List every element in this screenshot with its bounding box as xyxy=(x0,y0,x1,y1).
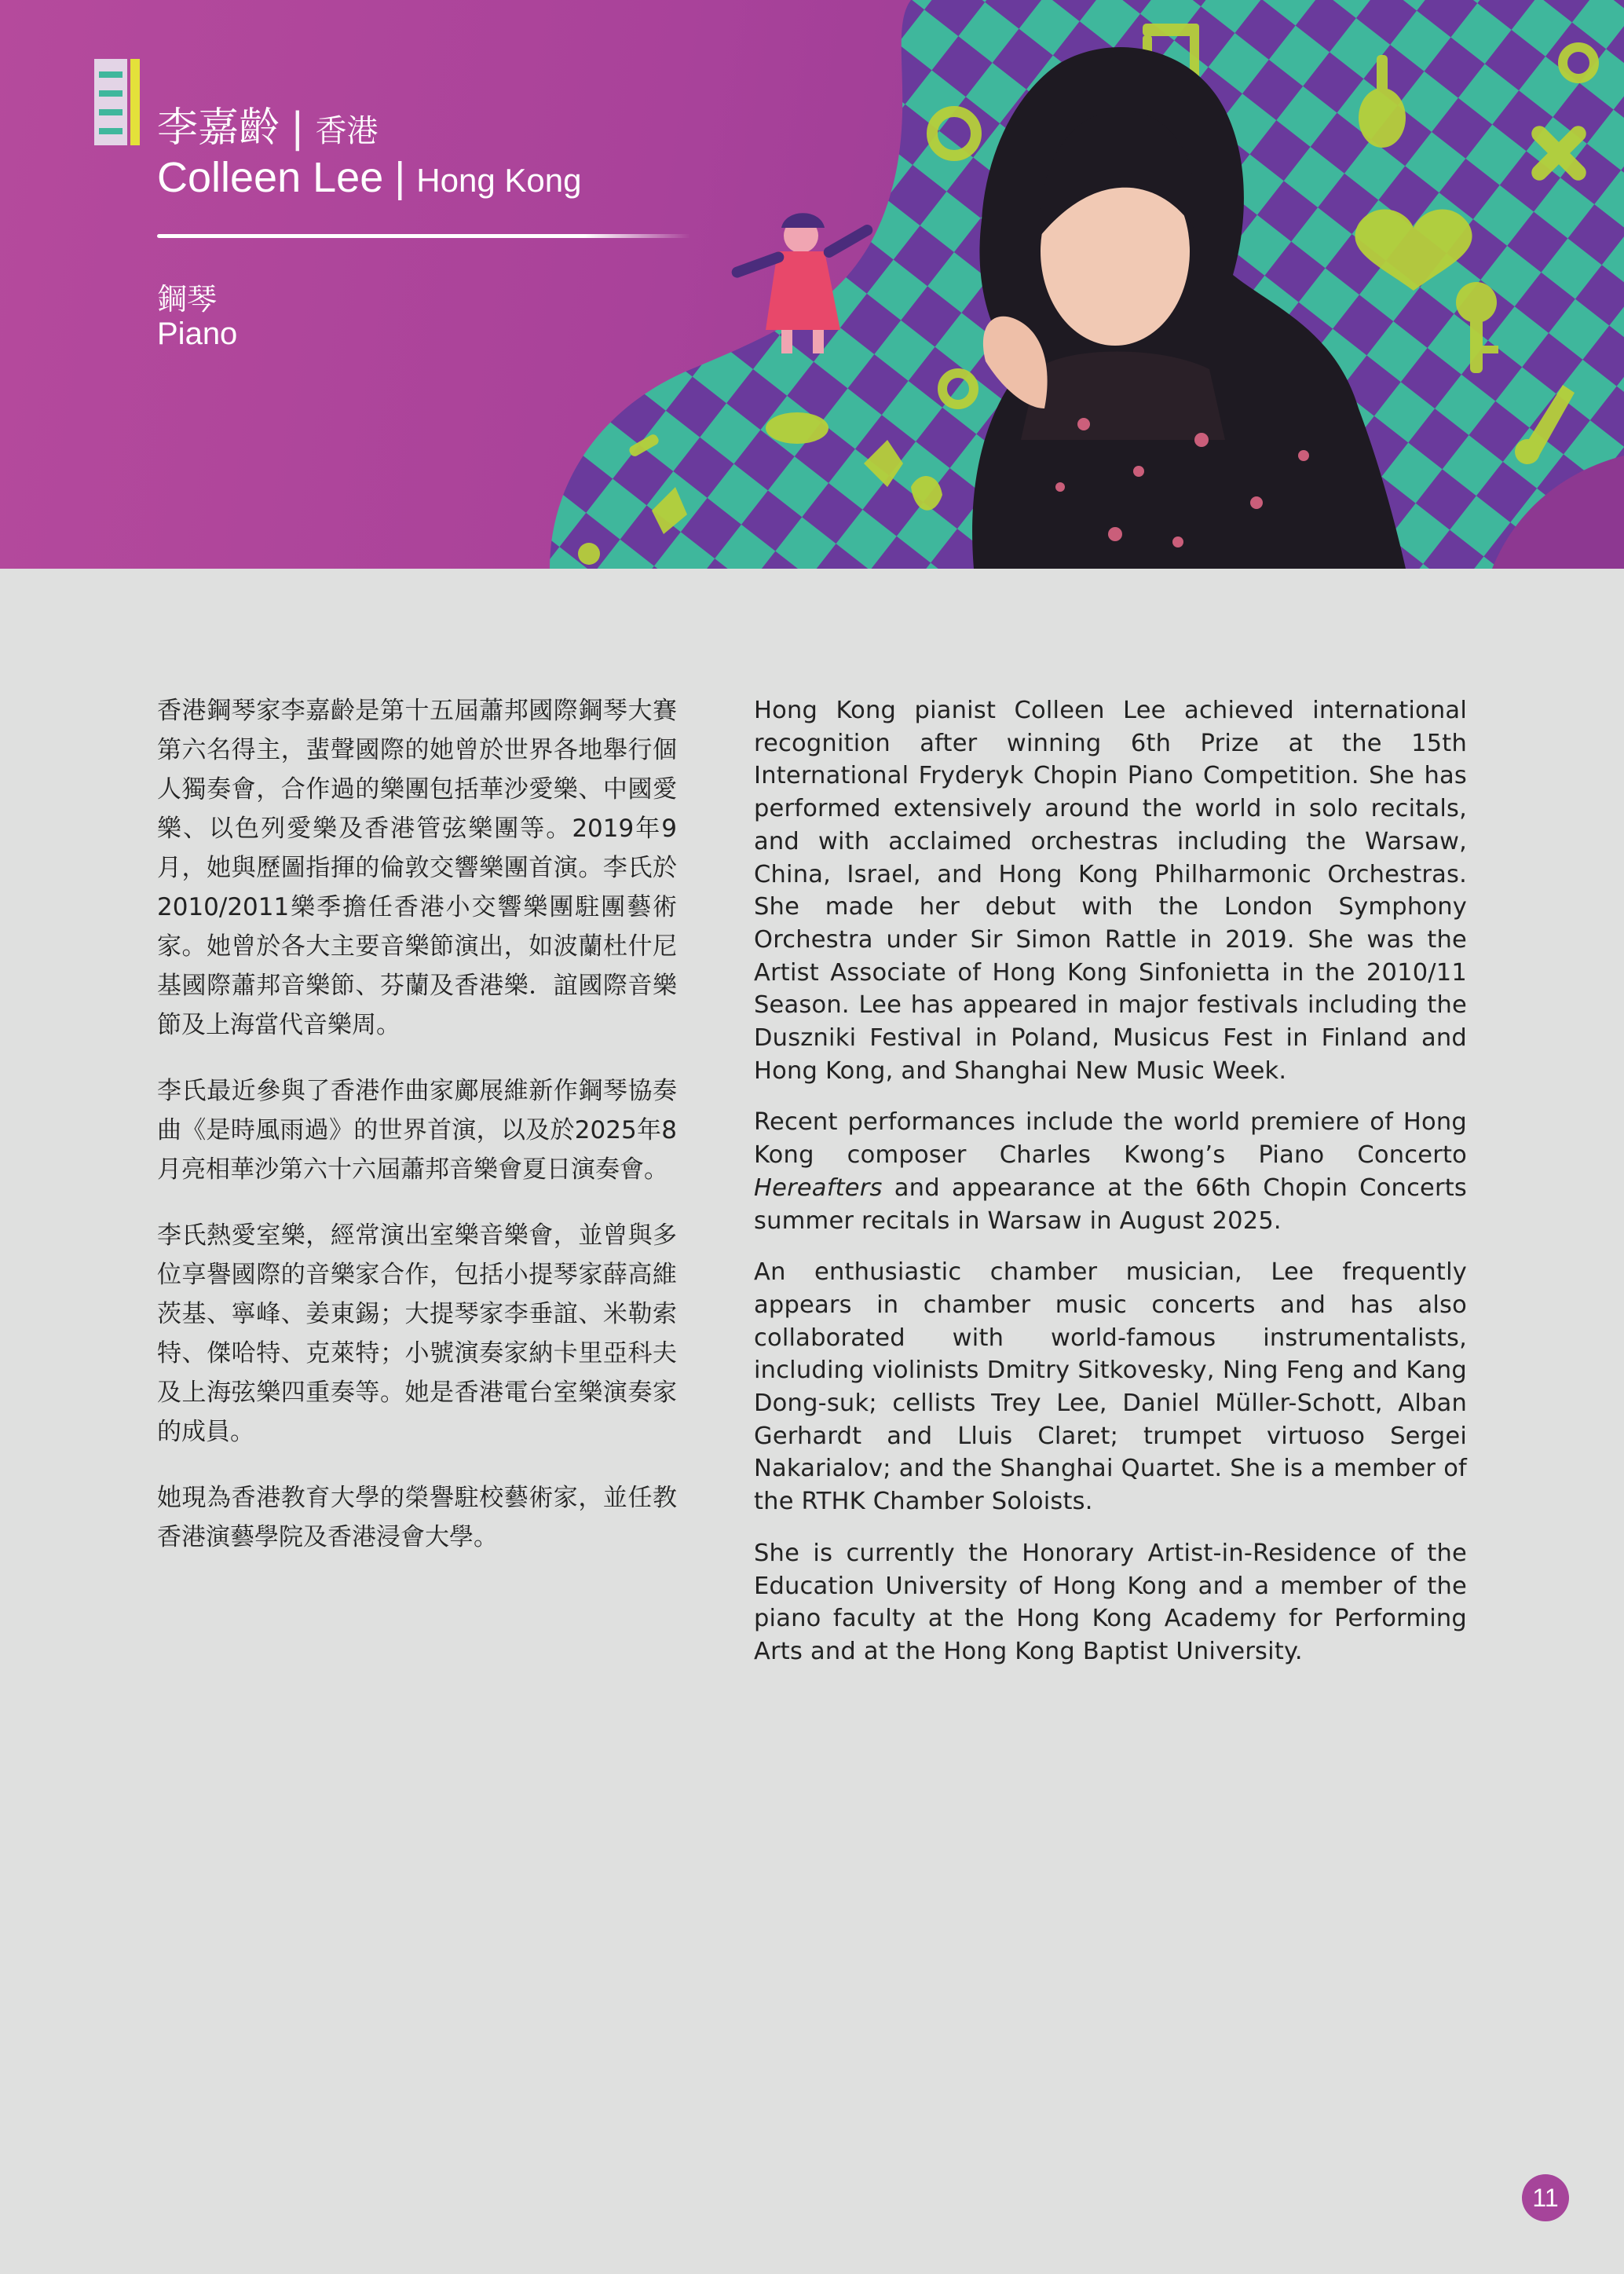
name-zh: 李嘉齡 xyxy=(157,104,280,152)
title-separator: | xyxy=(291,104,305,152)
name-en: Colleen Lee xyxy=(157,154,384,201)
logo-mark xyxy=(94,59,141,145)
page-number: 11 xyxy=(1522,2174,1569,2221)
region-en: Hong Kong xyxy=(416,162,582,199)
artist-name-en xyxy=(157,153,581,202)
title-separator: | xyxy=(394,154,406,201)
bio-en-paragraph: She is currently the Honorary Artist-in-Residence of the Education University of Hong Kong and a member of the piano faculty at the Hong Kong Academy for Performing Arts and at the Hong Kong Baptist University. xyxy=(754,1539,1467,1665)
bio-zh-paragraph: 她現為香港教育大學的榮譽駐校藝術家，並任教香港演藝學院及香港浸會大學。 xyxy=(157,1484,677,1551)
bio-en-text: and appearance at the 66th Chopin Concerts summer recitals in Warsaw in August 2025. xyxy=(754,1174,1467,1235)
title-rule xyxy=(157,234,691,238)
biography-english xyxy=(754,694,1467,1687)
instrument-en: Piano xyxy=(157,317,238,351)
header-banner xyxy=(0,0,1624,569)
region-zh: 香港 xyxy=(315,113,379,149)
bio-en-text: Recent performances include the world premiere of Hong Kong composer Charles Kwong’s Piano Concerto xyxy=(754,1108,1467,1170)
bio-en-paragraph: An enthusiastic chamber musician, Lee frequently appears in chamber music concerts and has also collaborated with world-famous instrumentalists, including violinists Dmitry Sitkovesky, Ning Feng and Kang Dong-suk; cellists Trey Lee, Daniel Müller-Schott, Alban Gerhardt and Lluis Claret; trumpet virtuoso Sergei Nakarialov; and the Shanghai Quartet. She is a member of the RTHK Chamber Soloists. xyxy=(754,1258,1467,1516)
bio-zh-paragraph: 李氏最近參與了香港作曲家鄺展維新作鋼琴協奏曲《是時風雨過》的世界首演，以及於2025年8月亮相華沙第六十六屆蕭邦音樂會夏日演奏會。 xyxy=(157,1077,677,1184)
checkerboard-wave-decoration xyxy=(0,0,1624,569)
biography-chinese xyxy=(157,691,677,1584)
bio-en-paragraph xyxy=(754,1106,1467,1237)
artist-name-zh xyxy=(157,94,379,153)
instrument-zh: 鋼琴 xyxy=(157,282,218,317)
bio-en-paragraph: Hong Kong pianist Colleen Lee achieved international recognition after winning 6th Prize at the 15th International Fryderyk Chopin Piano Competition. She has performed extensively around the world in solo recitals, and with acclaimed orchestras including the Warsaw, China, Israel, and Hong Kong Philharmonic Orchestras. She made her debut with the London Symphony Orchestra under Sir Simon Rattle in 2019. She was the Artist Associate of Hong Kong Sinfonietta in the 2010/11 Season. Lee has appeared in major festivals including the Duszniki Festival in Poland, Musicus Fest in Finland and Hong Kong, and Shanghai New Music Week. xyxy=(754,697,1467,1085)
bio-zh-paragraph: 李氏熱愛室樂，經常演出室樂音樂會，並曾與多位享譽國際的音樂家合作，包括小提琴家薛高維茨基、寧峰、姜東錫；大提琴家李垂誼、米勒索特、傑哈特、克萊特；小號演奏家納卡里亞科夫及上海弦樂四重奏等。她是香港電台室樂演奏家的成員。 xyxy=(157,1221,677,1446)
bio-zh-paragraph: 香港鋼琴家李嘉齡是第十五屆蕭邦國際鋼琴大賽第六名得主，蜚聲國際的她曾於世界各地舉行個人獨奏會，合作過的樂團包括華沙愛樂、中國愛樂、以色列愛樂及香港管弦樂團等。2019年9月，她與歷圖指揮的倫敦交響樂團首演。李氏於2010/2011樂季擔任香港小交響樂團駐團藝術家。她曾於各大主要音樂節演出，如波蘭杜什尼基國際蕭邦音樂節、芬蘭及香港樂．誼國際音樂節及上海當代音樂周。 xyxy=(157,697,677,1039)
work-title: Hereafters xyxy=(754,1174,883,1202)
